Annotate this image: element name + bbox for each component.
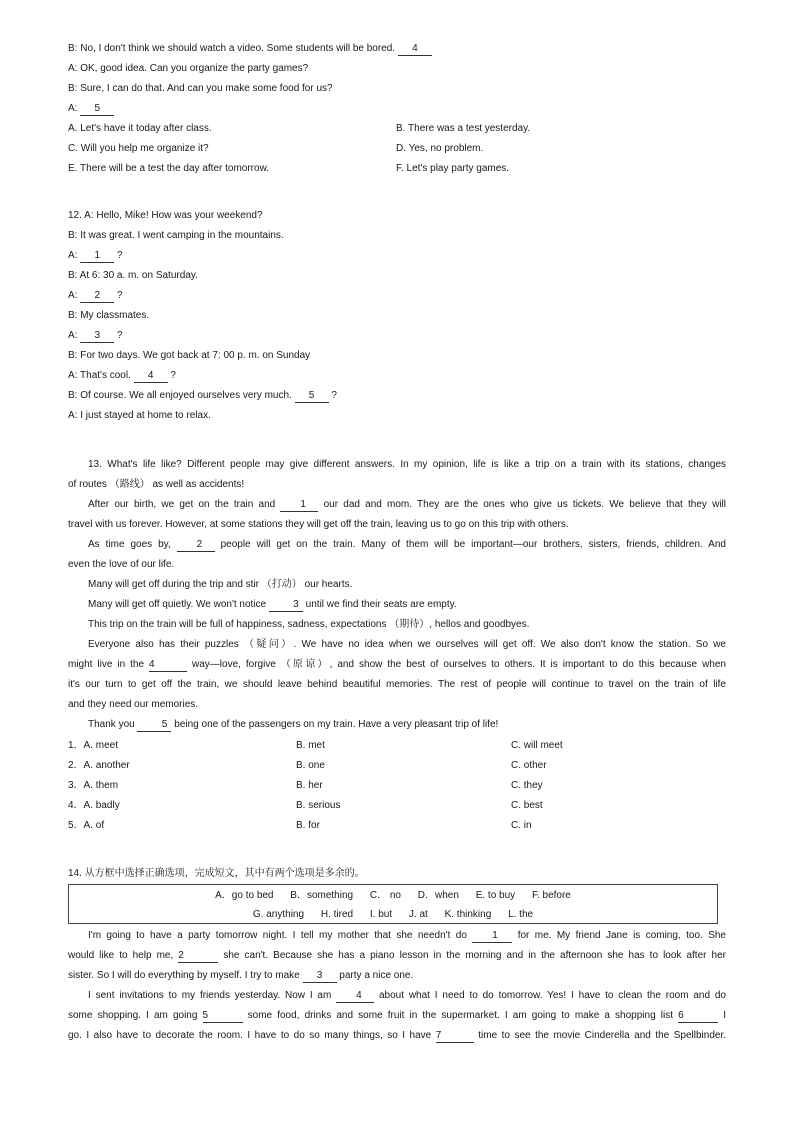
choice-5-a: 5．A. of [68,820,105,831]
passage13-line-6: even the love of our life. [68,559,175,570]
choice-1-c: C. will meet [511,740,563,751]
dialog12-line-4: B: At 6: 30 a. m. on Saturday. [68,270,198,281]
word-bank-row-2 [69,908,717,922]
dialog12-line-3: A: 1 ? [68,250,123,261]
passage13-line-10: Everyone also has their puzzles （疑问）. We have no idea when we ourselves will get off. We also don't know the station. So we [88,639,726,650]
blank-2[interactable]: 2 [178,950,218,963]
blank-3[interactable]: 3 [303,970,337,983]
blank-5[interactable]: 5 [137,719,171,732]
word-bank-item: E. to buy [475,890,516,901]
blank-1[interactable]: 1 [80,250,114,263]
option-d: D. Yes, no problem. [396,143,484,154]
blank-4[interactable]: 4 [134,370,168,383]
choice-5-c: C. in [511,820,532,831]
dialog11-line-3: B: Sure, I can do that. And can you make some food for us? [68,83,333,94]
choice-4-a: 4．A. badly [68,800,120,811]
blank-5[interactable]: 5 [80,103,114,116]
dialog12-line-11: A: I just stayed at home to relax. [68,410,211,421]
passage13-line-13: and they need our memories. [68,699,199,710]
passage13-line-3: After our birth, we get on the train and 1 our dad and mom. They are the ones who give us tickets. We believe that they will [88,499,727,510]
choice-2-a: 2．A. another [68,760,130,771]
choice-3-b: B. her [296,780,323,791]
passage13-line-8: Many will get off quietly. We won't notice 3 until we find their seats are empty. [88,599,457,610]
passage14-line-4: I sent invitations to my friends yesterday. Now I am 4 about what I need to do tomorrow. Yes! I have to clean the room and do [88,990,726,1001]
dialog12-line-2: B: It was great. I went camping in the mountains. [68,230,284,241]
option-c: C. Will you help me organize it? [68,143,209,154]
choice-1-b: B. met [296,740,325,751]
blank-2[interactable]: 2 [80,290,114,303]
option-f: F. Let's play party games. [396,163,510,174]
dialog12-line-8: B: For two days. We got back at 7: 00 p. m. on Sunday [68,350,311,361]
word-bank-item: D．when [417,890,459,901]
word-bank-item: B．something [290,890,354,901]
choice-2-c: C. other [511,760,547,771]
option-e: E. There will be a test the day after tomorrow. [68,163,270,174]
passage13-line-5: As time goes by, 2 people will get on the train. Many of them will be important—our brothers, sisters, friends, children. And [88,539,726,550]
word-bank-row-1 [69,889,717,903]
passage13-line-12: it's our turn to get off the train, we should leave behind beautiful memories. The rest of people will continue to travel on the train of life [68,679,726,690]
choice-4-b: B. serious [296,800,341,811]
blank-4[interactable]: 4 [149,659,187,672]
dialog12-line-5: A: 2 ? [68,290,123,301]
passage13-line-11: might live in the 4 way—love, forgive （原谅）, and show the best of ourselves to others. It is important to do this because when [68,659,726,670]
passage13-line-1: 13. What's life like? Different people may give different answers. In my opinion, life is like a trip on a train with its stations, changes [88,459,726,470]
blank-4[interactable]: 4 [398,43,432,56]
option-a: A. Let's have it today after class. [68,123,212,134]
choice-4-c: C. best [511,800,543,811]
dialog11-line-1: B: No, I don't think we should watch a video. Some students will be bored. 4 [68,42,432,56]
passage14-line-5: some shopping. I am going 5 some food, drinks and some fruit in the supermarket. I am going to make a shopping list 6 I [68,1010,727,1021]
dialog11-line-2: A: OK, good idea. Can you organize the party games? [68,63,309,74]
passage14-line-1: I'm going to have a party tomorrow night. I tell my mother that she needn't do 1 for me. My friend Jane is coming, too. She [88,930,726,941]
passage14-line-2: would like to help me, 2 she can't. Because she has a piano lesson in the morning and in the afternoon she has to look after her [68,950,726,961]
passage14-line-6: go. I also have to decorate the room. I have to do so many things, so I have 7 time to see the movie Cinderella and the Spellbinder. [68,1030,726,1041]
blank-1[interactable]: 1 [280,499,318,512]
choice-2-b: B. one [296,760,325,771]
word-bank-item: C． no [369,890,401,901]
passage13-line-7: Many will get off during the trip and stir （打动） our hearts. [88,579,353,590]
passage14-instruction: 14. 从方框中选择正确选项，完成短文，其中有两个选项是多余的。 [68,868,365,879]
choice-3-a: 3．A. them [68,780,119,791]
blank-3[interactable]: 3 [269,599,303,612]
passage14-line-3: sister. So I will do everything by myself. I try to make 3 party a nice one. [68,970,414,981]
word-bank-item: G. anything [252,909,305,920]
blank-7[interactable]: 7 [436,1030,474,1043]
dialog12-line-7: A: 3 ? [68,330,123,341]
blank-3[interactable]: 3 [80,330,114,343]
blank-5[interactable]: 5 [295,390,329,403]
dialog11-line-4: A: 5 [68,102,114,116]
word-bank-item: L. the [508,909,534,920]
dialog12-line-1: 12. A: Hello, Mike! How was your weekend? [68,210,263,221]
choice-3-c: C. they [511,780,543,791]
dialog12-line-9: A: That's cool. 4 ? [68,370,176,381]
word-bank-item: F. before [531,890,571,901]
word-bank-item: J. at [408,909,428,920]
choice-5-b: B. for [296,820,320,831]
passage13-line-14: Thank you 5 being one of the passengers on my train. Have a very pleasant trip of life! [88,719,499,730]
word-bank-item: H. tired [320,909,354,920]
word-bank-item: I. but [369,909,393,920]
word-bank-box [68,884,718,924]
blank-6[interactable]: 6 [678,1010,718,1023]
passage13-line-9: This trip on the train will be full of happiness, sadness, expectations （期待）, hellos and goodbyes. [88,619,530,630]
choice-1-a: 1．A. meet [68,740,119,751]
word-bank-item: K. thinking [444,909,492,920]
passage13-line-4: travel with us forever. However, at some stations they will get off the train, leaving us to go on this trip with others. [68,519,569,530]
blank-1[interactable]: 1 [472,930,512,943]
blank-5[interactable]: 5 [203,1010,243,1023]
passage13-line-2: of routes （路线） as well as accidents! [68,479,245,490]
option-b: B. There was a test yesterday. [396,123,531,134]
blank-4[interactable]: 4 [336,990,374,1003]
dialog12-line-6: B: My classmates. [68,310,150,321]
dialog12-line-10: B: Of course. We all enjoyed ourselves very much. 5 ? [68,390,337,401]
blank-2[interactable]: 2 [177,539,215,552]
word-bank-item: A．go to bed [215,890,274,901]
